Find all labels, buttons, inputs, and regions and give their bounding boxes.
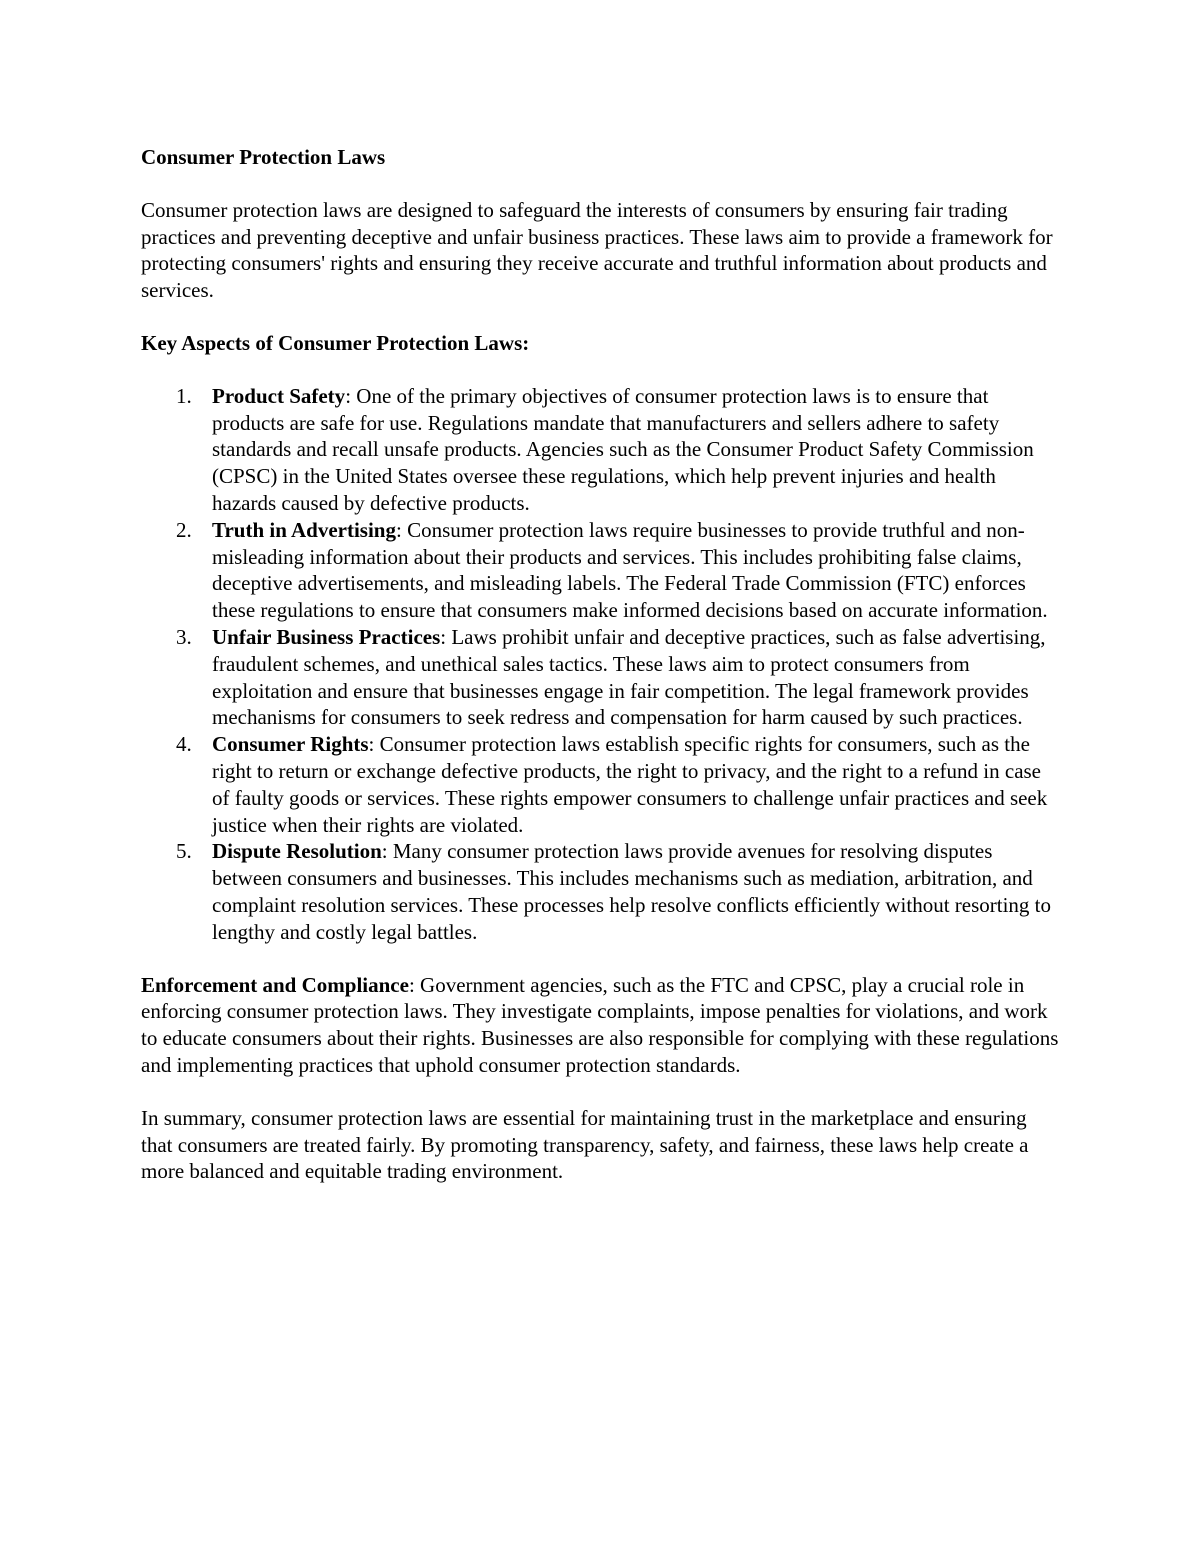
list-item-text: : Laws prohibit unfair and deceptive practices, such as false advertising, fraudulent schemes, and unethical sales tactics. These laws aim to protect consumers from exploitation and ensure that businesses engage in fair competition. The legal framework provides mechanisms for consumers to seek redress and compensation for harm caused by such practices. (212, 624, 1046, 730)
list-item-number: 2. (176, 517, 192, 542)
list-item-dispute-resolution (176, 838, 1061, 945)
list-item-number: 1. (176, 383, 192, 408)
list-item-unfair-business-practices (176, 624, 1061, 731)
enforcement-term: Enforcement and Compliance (141, 972, 409, 997)
list-item-number: 3. (176, 624, 192, 649)
list-item-term: Consumer Rights (212, 732, 369, 757)
list-item-text: : One of the primary objectives of consumer protection laws is to ensure that products are safe for use. Regulations mandate that manufacturers and sellers adhere to safety standards and recall unsafe products. Agencies such as the Consumer Product Safety Commission (CPSC) in the United States oversee these regulations, which help prevent injuries and health hazards caused by defective products. (212, 383, 1034, 515)
list-item-number: 5. (176, 839, 192, 864)
list-item-truth-in-advertising (176, 517, 1061, 624)
list-item-text: : Consumer protection laws establish specific rights for consumers, such as the right to return or exchange defective products, the right to privacy, and the right to a refund in case of faulty goods or services. These rights empower consumers to challenge unfair practices and seek justice when their rights are violated. (212, 732, 1048, 837)
list-item-consumer-rights (176, 731, 1061, 838)
list-item-term: Dispute Resolution (212, 839, 382, 864)
list-item-term: Product Safety (212, 383, 346, 408)
list-item-product-safety (176, 383, 1061, 517)
document-title: Consumer Protection Laws (141, 145, 386, 169)
key-aspects-heading: Key Aspects of Consumer Protection Laws: (141, 330, 530, 355)
enforcement-paragraph (141, 972, 1061, 1079)
list-item-text: : Consumer protection laws require businesses to provide truthful and non-misleading information about their products and services. This includes prohibiting false claims, deceptive advertisements, and misleading labels. The Federal Trade Commission (FTC) enforces these regulations to ensure that consumers make informed decisions based on accurate information. (212, 517, 1048, 623)
list-item-term: Unfair Business Practices (212, 624, 441, 649)
document-page (141, 144, 1061, 1211)
summary-paragraph: In summary, consumer protection laws are essential for maintaining trust in the marketplace and ensuring that consumers are treated fairly. By promoting transparency, safety, and fairness, these laws help create a more balanced and equitable trading environment. (141, 1105, 1029, 1184)
list-item-text: : Many consumer protection laws provide avenues for resolving disputes between consumers and businesses. This includes mechanisms such as mediation, arbitration, and complaint resolution services. These processes help resolve conflicts efficiently without resorting to lengthy and costly legal battles. (212, 839, 1052, 944)
enforcement-text: : Government agencies, such as the FTC and CPSC, play a crucial role in enforcing consumer protection laws. They investigate complaints, impose penalties for violations, and work to educate consumers about their rights. Businesses are also responsible for complying with these regulations and implementing practices that uphold consumer protection standards. (141, 972, 1059, 1077)
key-aspects-list (141, 383, 1061, 946)
list-item-number: 4. (176, 732, 192, 757)
list-item-term: Truth in Advertising (212, 517, 396, 542)
intro-paragraph: Consumer protection laws are designed to safeguard the interests of consumers by ensuring fair trading practices and preventing deceptive and unfair business practices. These laws aim to provide a framework for protecting consumers' rights and ensuring they receive accurate and truthful information about products and services. (141, 197, 1053, 303)
